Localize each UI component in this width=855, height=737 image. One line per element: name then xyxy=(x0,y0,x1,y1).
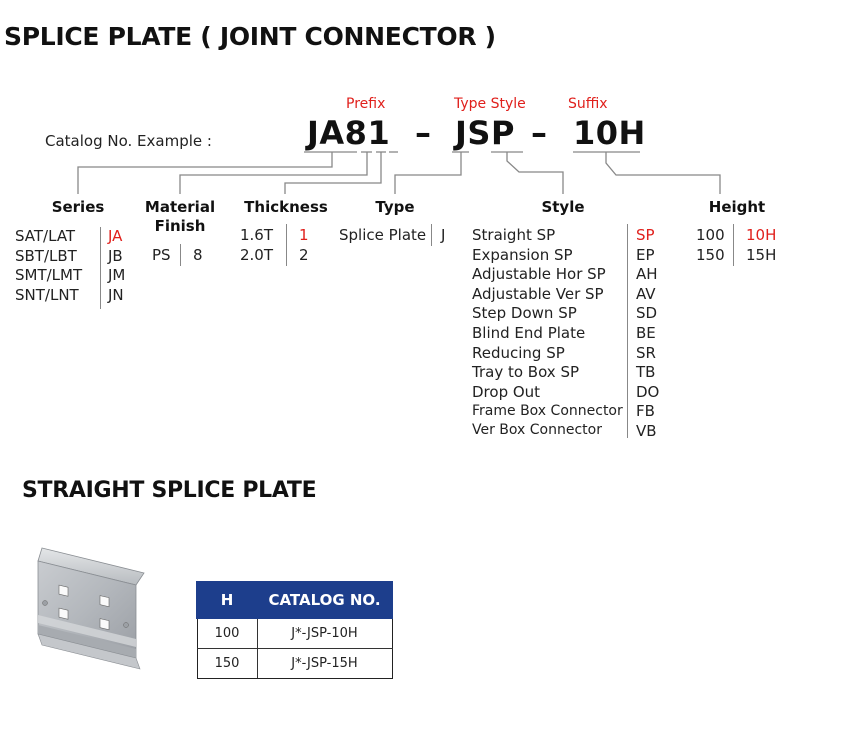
list-item: SBT/LBT xyxy=(15,246,77,265)
list-item: Ver Box Connector xyxy=(472,421,602,438)
style-names xyxy=(472,226,623,439)
table-cell-catalog: J*-JSP-15H xyxy=(257,649,392,679)
code-dash-1: – xyxy=(415,114,432,152)
list-item: Splice Plate xyxy=(339,226,427,244)
list-item: SAT/LAT xyxy=(15,227,76,245)
list-item: 15H xyxy=(746,245,777,264)
list-item: SMT/LMT xyxy=(15,266,83,285)
list-item: AV xyxy=(636,284,656,303)
list-item: Frame Box Connector xyxy=(472,403,623,420)
splice-plate-image xyxy=(28,545,160,680)
thickness-names xyxy=(240,226,273,265)
list-item: Adjustable Hor SP xyxy=(472,265,606,284)
code-dash-2: – xyxy=(531,114,548,152)
list-item: Blind End Plate xyxy=(472,323,586,342)
list-item: DO xyxy=(636,382,660,401)
prefix-label: Prefix xyxy=(346,96,386,112)
material-codes xyxy=(193,246,203,266)
type-style-label: Type Style xyxy=(454,96,526,112)
style-codes xyxy=(636,226,659,442)
list-item: Adjustable Ver SP xyxy=(472,284,604,303)
table-row xyxy=(197,649,392,679)
series-codes xyxy=(108,227,125,305)
list-item: Tray to Box SP xyxy=(472,363,580,382)
list-item: 150 xyxy=(696,245,725,264)
divider xyxy=(180,244,181,266)
table-cell-catalog: J*-JSP-10H xyxy=(257,618,392,649)
table-header-catalog: CATALOG NO. xyxy=(257,582,392,618)
list-item: 1 xyxy=(299,226,309,244)
thickness-header: Thickness xyxy=(244,198,328,216)
catalog-table xyxy=(196,581,393,679)
divider xyxy=(286,224,287,266)
style-header: Style xyxy=(541,198,585,216)
list-item: Expansion SP xyxy=(472,245,573,264)
list-item: TB xyxy=(636,363,656,382)
section-title: STRAIGHT SPLICE PLATE xyxy=(22,478,317,503)
list-item: BE xyxy=(636,323,656,342)
list-item: 10H xyxy=(746,226,777,244)
list-item: Straight SP xyxy=(472,226,556,244)
list-item: SP xyxy=(636,226,655,244)
list-item: Drop Out xyxy=(472,382,541,401)
suffix-label: Suffix xyxy=(568,96,608,112)
list-item: Step Down SP xyxy=(472,304,577,323)
material-header-line1: Material xyxy=(144,198,216,216)
list-item: SD xyxy=(636,304,658,323)
page-title: SPLICE PLATE ( JOINT CONNECTOR ) xyxy=(4,22,496,51)
height-codes xyxy=(746,226,776,265)
list-item: VB xyxy=(636,421,657,440)
table-header-h: H xyxy=(197,582,257,618)
list-item: 2.0T xyxy=(240,245,274,264)
list-item: EP xyxy=(636,245,655,264)
table-row xyxy=(197,618,392,649)
type-names xyxy=(339,226,426,246)
material-header-line2: Finish xyxy=(154,217,206,235)
code-suffix: 10H xyxy=(573,114,646,152)
series-names xyxy=(15,227,82,305)
divider xyxy=(627,224,628,438)
code-type: JSP xyxy=(455,114,515,152)
list-item: AH xyxy=(636,265,658,284)
list-item: J xyxy=(441,226,446,244)
list-item: 100 xyxy=(696,226,725,244)
material-names xyxy=(152,246,171,266)
list-item: PS xyxy=(152,246,171,264)
list-item: JM xyxy=(108,266,126,285)
list-item: 8 xyxy=(193,246,203,264)
list-item: 2 xyxy=(299,245,309,264)
divider xyxy=(100,227,101,309)
list-item: SR xyxy=(636,343,656,362)
divider xyxy=(431,224,432,246)
series-header: Series xyxy=(51,198,105,216)
code-prefix: JA81 xyxy=(307,114,391,152)
table-cell-h: 150 xyxy=(197,649,257,679)
height-header: Height xyxy=(708,198,766,216)
type-header: Type xyxy=(375,198,415,216)
list-item: JA xyxy=(108,227,123,245)
list-item: JB xyxy=(108,246,123,265)
table-cell-h: 100 xyxy=(197,618,257,649)
list-item: FB xyxy=(636,402,655,421)
catalog-example-label: Catalog No. Example : xyxy=(45,132,212,150)
type-codes xyxy=(441,226,445,246)
list-item: SNT/LNT xyxy=(15,285,79,304)
thickness-codes xyxy=(299,226,309,265)
list-item: JN xyxy=(108,285,124,304)
height-names xyxy=(696,226,725,265)
divider xyxy=(733,224,734,266)
list-item: 1.6T xyxy=(240,226,274,244)
list-item: Reducing SP xyxy=(472,343,565,362)
